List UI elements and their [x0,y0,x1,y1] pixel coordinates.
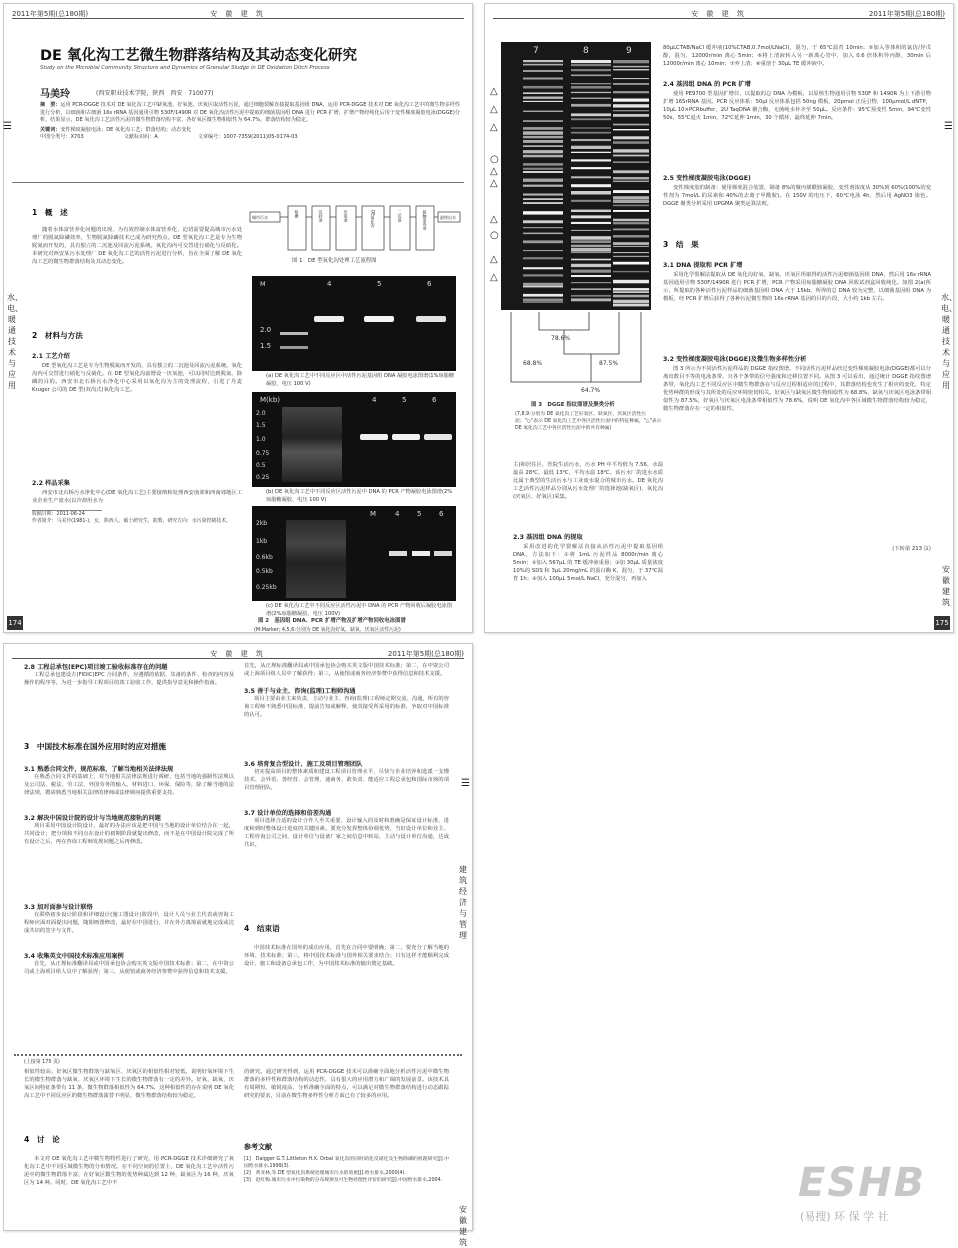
dgge-band [571,118,611,120]
dgge-band [613,141,649,144]
dgge-gel-image [501,42,651,310]
section-2-2-text: 西安市北石桥污水净化中心(DE 氧化沟工艺)主要接纳和处理西安南郊和西南郊地区工业企业生产废水(以冷却用水为 [32,490,242,505]
dgge-band [613,304,649,307]
gel-a-lane-4: 4 [327,280,332,288]
flow-box-label: 厌氧池 [343,210,349,222]
dgge-band [571,210,611,212]
dgge-band [613,149,649,152]
dgge-band [523,227,563,228]
dgge-band [613,295,649,298]
dgge-band [613,66,649,68]
similarity-label: 87.5% [599,360,619,367]
p3-discussion-cont: 的研究。通过研究得到，运用 PCR-DGGE 技术可以准确全面地分析活性污泥中微生物群落的多样性和群落结构的动态性，具有很大的应用潜力和广阔的发展前景。该技术具有周期短、敏锐度高、分析准确全面的特点，可以满足对微生物群落结构进行动态跟踪研究的要求，目前在微生物多样性分析方面已有了较多的应用。 [244,1069,449,1100]
similarity-label: 64.7% [581,387,601,394]
continued-note: (下转第 213 页) [892,546,931,552]
s37-text: 项目选择合适的设计合作人至关重要，设计输入的及时和准确是保证设计标准、进度和到时整体设计进度的关键因素。要充分发挥整体协调优势，当好设计单位和业主、工程咨询公司之间、设计单位与设备厂家之间信息中转站，主动与设计单位沟通，达成共识。 [244,818,449,849]
s34-title: 3.4 收集英文中国技术标准应用案例 [24,953,124,960]
gel-b-marker: 1.0 [256,436,266,443]
gel-c-lane-4: 4 [395,510,400,518]
gel-b-lane-6: 6 [432,396,437,404]
gel-b-band [424,434,452,440]
dgge-band [613,280,649,284]
gel-b-marker: 0.25 [256,474,270,481]
dgge-band [571,98,611,99]
similarity-label: 68.8% [523,360,543,367]
section-1-title: 1 概 述 [32,208,68,217]
section-2-4-text: 使用 PE9700 型基因扩增仪，以提取的总 DNA 为模板，以原核生物通用引物 530F 和 1490R 为上下游引物扩增 16SrRNA 基因。PCR 反应体系：50μl 反应体系包括 50ng 模板，20pmol 正反引物，100μmol/L dNTP，10μL 10×PCRbuffer，2U TaqDNA 聚合酶，无菌纯水补齐至 50μL。反应条件：95℃预变性 5min，94℃变性 50s，55℃退火 1min，72℃延伸 1min，30 个循环，最终延伸 7min。 [663,91,931,122]
s3-title: 3 中国技术标准在国外应用时的应对措施 [24,742,166,751]
gel-b-lane-m: M(kb) [260,396,280,404]
common-band-marker-icon: △ [490,254,498,265]
dgge-band [571,64,611,66]
dgge-band [613,246,649,247]
page-213 [3,643,473,1247]
section-2-4-title: 2.4 基因组 DNA 的 PCR 扩增 [663,81,751,88]
page-174 [3,3,473,633]
gel-c-marker: 2kb [256,520,268,527]
dgge-band [523,92,563,94]
dgge-band [523,179,563,182]
common-band-marker-icon: △ [490,86,498,97]
dgge-band [523,136,563,138]
gel-c-lane-5: 5 [417,510,422,518]
dgge-band [523,78,563,80]
side-column-label: 水、电、暖通技术与应用 [7,293,23,390]
doc-code: 文献标识码：A [123,134,158,141]
dna-extraction-cont: 80μLCTAB/NaCl 缓冲液(10%CTAB,0.7mol/LNaCl)，混匀，于 65℃温育 10min；⑤加入等体积的氯仿/异戊醇，混匀，12000r/min 离心 5min；⑥将上清液转入另一新离心管中，加入 0.6 倍体积异丙醇，30min 后 12000r/min 离心 10min；⑦弃上清；⑧重溶于 30μL TE 缓冲液中。 [663,45,931,68]
dgge-band [523,131,563,135]
journal-name: 安 徽 建 筑 [691,10,747,18]
dgge-band [613,205,649,207]
dgge-band [613,181,649,182]
characteristic-band-marker-icon: ○ [490,230,499,241]
flow-box-label: 格栅 [294,210,300,218]
dgge-band [523,274,563,276]
reference-item: [2] 黄亚林,等.DE 型氧化沟系统处理城市污水的效果[J].给水排水,2000(4). [244,1171,406,1176]
journal-name: 安 徽 建 筑 [210,650,266,658]
dgge-band [613,69,649,70]
section-2-3-title: 2.3 基因组 DNA 的提取 [513,534,583,541]
figure-3-note: (7,8,9:分别为 DE 氧化沟工艺好氧区、缺氧区、厌氧区活性污泥；"○"表示 DE 氧化沟工艺中各区活性污泥中的特征种属，"△"表示 DE 氧化沟工艺中各区活性污泥中的共有种属) [515,412,662,431]
figure-2-note: (M:Marker; 4,5,6:分别为 DE 氧化沟好氧、缺氧、厌氧区活性污泥) [254,627,401,633]
s34-cont: 首先，从正规标准翻译局或中国承包协会购买英文版中国技术标准；第二，在中资公司或上海项目组人员中了解获得；第三，从使馆或商务经济参赞中获得信息和技术支援。 [244,663,449,678]
watermark-logo: ESHB [798,1160,927,1206]
article-author: 马美玲 [40,89,70,100]
dgge-band [571,92,611,93]
dgge-band [571,230,611,231]
left-column-text [513,461,663,633]
section-3-title: 3 结 果 [663,240,699,249]
common-band-marker-icon: △ [490,104,498,115]
dgge-band [523,171,563,173]
dgge-band [613,235,649,237]
dgge-band [613,99,649,102]
s36-text: 切实提高项目的整体素质和建设工程项目管理水平，尽快与企业培养和选派一支懂技术、会外语、善经营、会管理、通商务、敢负责、能适应工程总承包和国际市场的项目管理团队。 [244,769,449,792]
dgge-band [613,256,649,257]
dgge-band [523,163,563,166]
keywords-text: 变性梯度凝胶电泳；DE 氧化沟工艺；群落结构；动态变化 [60,126,192,133]
figure-1-flowchart [250,204,460,256]
dgge-band [523,286,563,287]
dgge-band [571,104,611,107]
journal-name: 安 徽 建 筑 [210,10,266,18]
author-affiliation: (西安职业技术学院，陕西 西安 710077) [96,90,214,97]
dgge-band [523,194,563,196]
s33-title: 3.3 加对面参与设计联络 [24,904,93,911]
flowchart-diagram [250,204,460,256]
dgge-band [571,282,611,283]
gel-b-marker: 0.5 [256,462,266,469]
gel-a-marker-15: 1.5 [260,342,272,350]
common-band-marker-icon: △ [490,178,498,189]
dgge-band [613,129,649,130]
dgge-band [571,86,611,89]
dgge-band [571,295,611,297]
reference-item: [1] Daigger G.T.,Littleton H.X. Orbal 氧化沟的同时硝化反硝化及生物除磷的机理研究[J].中国给水排水,1999(3). [244,1157,449,1169]
s37-title: 3.7 设计单位的选择和倍差沟通 [244,810,332,817]
dgge-band [613,162,649,163]
p3-left-column [24,662,234,976]
margin-ornament: ☰ [461,778,470,789]
s28-title: 2.8 工程总承包(EPC)项目竣工验收标准存在的问题 [24,664,168,671]
dgge-band [523,202,563,204]
dgge-band [613,124,649,126]
section-2-1-text: DE 型氧化沟工艺是专为生物脱氮而开发的，具有独立的二沉池及回流污泥系统。氧化沟内可交替进行硝化与反硝化。在 DE 型氧化沟前增设一厌氧池，可以同时达到脱氮、除磷的目的。西安市北石桥污水净化中心采用以氧化沟为主的处理流程，引进了丹麦 Kruger 公司的 DE 型(双沟式)氧化沟工艺。 [32,363,242,394]
gel-image-c [252,506,456,601]
figure-1-caption: 图 1 DE 型氧化沟处理工艺流程图 [292,258,377,264]
dgge-band [571,159,611,161]
side-column-label: 建筑经济与管理 [459,865,467,940]
dgge-band [571,132,611,134]
dgge-band [613,242,649,245]
dgge-lane-8: 8 [583,46,589,56]
dgge-band [571,152,611,153]
received-date: 收稿日期：2011-06-24 [32,511,85,517]
dgge-band [571,270,611,273]
article-title: DE 氧化沟工艺微生物群落结构及其动态变化研究 [40,48,357,64]
section-3-2-title: 3.2 变性梯度凝胶电泳(DGGE)及微生物多样性分析 [663,356,807,363]
s32-text: 项目采用中国设计院设计，最好的办法应该是把中国与当地的设计单位结合在一起，共同设计；把分项和不同点在设计的初期阶段就提出修改，而不是在中国设计院完成了所有设计之后，再在咨询工程师发现问题之后再修改。 [24,823,234,846]
keywords-label: 关键词： [40,126,61,133]
dgge-band [571,176,611,178]
dgge-band [523,198,563,200]
s35-title: 3.5 善于与业主、咨询(监理)工程师沟通 [244,688,356,695]
dgge-band [523,185,563,187]
s4-text: 中国技术标准在国外的成功应用，首先在合同中要明确；第二，要充分了解当地的环境、技术标准；第三，将中国技术标准与国外相关要求结合；只有这样才能顺利完成设计、施工和设备总承包工作，为中国技术标准的输出奠定基础。 [244,945,449,968]
clc-number: 中图分类号：X703 [40,134,84,141]
dgge-band [523,111,563,112]
s28-text: 工程总承包建设方(FIDIC)EPC 合同条件，应遵循的依据、其备的条件、检查的内容及操作的程序等，为进一步指导工程项目的竣工验收工作，提供指导意见和操作指南。 [24,672,234,687]
dgge-band [571,236,611,240]
flow-box-label: 接触消毒池 [422,210,428,230]
site-watermark [790,1160,955,1228]
dgge-band [571,251,611,253]
gel-b-band [392,434,420,440]
section-3-1-text: 采用化学裂解法提取从 DE 氧化沟好氧、缺氧、厌氧区所取得的活性污泥细菌基因组 DNA，然后用 16s rRNA 基因通用引物 530F/1490R 进行 PCR 扩增，PCR 产物采用琼脂糖凝胶 DNA 回收试剂盒回收纯化。如图 2(a)所示，所提取的各种活性污泥样品的细菌基因组 DNA 大于 15kb，所得的总 DNA 较为完整，以细菌基因组 DNA 为模板，经 PCR 扩增后获得了各种污泥微生物的 16s rRNA 基因的目的片段，大小约 1kb 左右。 [663,272,931,303]
side-journal-label: 安徽建筑 [942,565,950,607]
dgge-band [613,78,649,79]
dgge-band [613,155,649,157]
common-band-marker-icon: △ [490,214,498,225]
characteristic-band-marker-icon: ○ [490,154,499,165]
dgge-band [523,70,563,71]
gel-a-lane-5: 5 [377,280,382,288]
dgge-band [571,60,611,63]
section-2-5-title: 2.5 变性梯度凝胶电泳(DGGE) [663,175,751,182]
dgge-band [523,294,563,297]
figure-2b-caption: (b) DE 氧化沟工艺中不同反应区活性污泥中 DNA 的 PCR 产物凝胶电泳图谱(2%琼脂糖凝胶，电压 100 V) [266,489,453,503]
dgge-band [571,275,611,277]
dgge-band [523,101,563,102]
dgge-band [523,299,563,302]
p3-results-cont: 相似性较高；好氧区微生物群落与缺氧区、厌氧区的相似性相对较低，说明好氧环境下生长的微生物群落与缺氧、厌氧区环境下生长的微生物群落有一定的差异。好氧、缺氧、厌氧区间特征条带有 11 条，微生物群落相似性为 64.7%，这种相似性的存在说明 DE 氧化沟工艺中不同反应区的微生物群落演替不明显，微生物群落结构较为稳定。 [24,1069,234,1100]
dgge-band [613,196,649,199]
dgge-band [613,291,649,293]
page-header [12,7,464,19]
dgge-band [613,114,649,117]
figure-2-caption: 图 2 基因组 DNA、PCR 扩增产物及扩增产物回收电泳图谱 [258,618,406,624]
dgge-band [523,146,563,147]
gel-a-marker-20: 2.0 [260,326,272,334]
dgge-band [613,288,649,290]
article-number: 文章编号：1007-7359(2011)05-0174-03 [197,134,298,141]
dgge-band [571,222,611,224]
dgge-band [571,215,611,218]
dgge-band [523,267,563,269]
dgge-band [571,69,611,71]
gel-b-marker: 0.75 [256,450,270,457]
abstract-block [40,102,460,142]
dgge-band [613,91,649,93]
page-header [493,7,945,19]
s31-title: 3.1 熟悉合同文件，规范标准，了解当地相关法律法规 [24,766,174,773]
s35-text: 项目主要由业主来负责，主动与业主、咨询(监理)工程师定期交流、沟通，所有的咨询工程师不熟悉中国标准，提前告知或解释，使其接受所采用的标准，争取对中国标准的认可。 [244,696,449,719]
p3-right-column [244,662,449,984]
dgge-band [523,86,563,89]
dgge-band [523,60,563,62]
dgge-band [571,264,611,267]
gel-a-band [314,316,344,322]
dgge-lane-7: 7 [533,46,539,56]
page-header [12,647,464,659]
s34-text: 首先，从正规标准翻译局或中国承包协会购买英文版中国技术标准；第二，在中资公司或上海项目组人员中了解获得；第三，从使馆或商务经济参赞中获得信息和技术支援。 [24,961,234,976]
dgge-band [571,245,611,247]
dgge-band [571,248,611,251]
dgge-band [523,211,563,214]
section-3-1-title: 3.1 DNA 提取和 PCR 扩增 [663,262,743,269]
dgge-band [613,200,649,203]
margin-ornament: ☰ [3,121,12,132]
dgge-band [613,271,649,272]
dgge-band [571,75,611,77]
s31-text: 在熟悉合同文件的基础上，对当地相关法律法规进行调研，包括当地的强制性法规以及公司法、税法、劳工法、外国劳务的输入、材料进口、环保、保险等，除了解当地的法律法规，聘请熟悉当地相关法律的律师或法律顾问提供重要支持。 [24,774,234,797]
dgge-band [571,139,611,141]
p3-bottom-right [244,1068,449,1184]
dgge-band [523,250,563,251]
dgge-band [613,136,649,139]
gel-c-lane-m: M [370,510,377,518]
dgge-band [613,262,649,265]
dgge-band [571,83,611,84]
section-1-text: 随着水体富营养化问题的出现，为有效控制水体富营养化，迫切需要提高城市污水处理厂的脱氮除磷效率，生物脱氮除磷技术已成为研究热点。DE 型氧化沟工艺是专为生物脱氮而开发的，具有独立的二沉池及回流污泥系统。氧化沟内可交替进行硝化与反硝化。本研究对西安某污水处理厂 DE 氧化沟工艺的活性污泥进行分析，旨在全面了解 DE 氧化沟工艺的微生物群落结构及其动态变化。 [32,227,242,266]
gel-c-band [412,551,430,556]
section-2-3-text: 采用改进的化学裂解法直接从活性污泥中提取基因组 DNA，方法如下：①将 1mL 污泥样品 8000r/min 离心 5min；②加入 567μL 的 TE 缓冲液重悬；③加 30μL 质量浓度 10%的 SDS 和 3μL 20mg/mL 的蛋白酶 K，混匀，于 37℃温育 1h；④加入 100μL 5mol/L NaCl，充分混匀，再加入 [513,544,663,583]
common-band-marker-icon: △ [490,122,498,133]
watermark-text: (易搜) 环 保 学 社 [800,1210,889,1223]
gel-c-marker: 0.5kb [256,568,273,575]
gel-image-a [252,276,456,371]
article-subtitle: Study on the Microbial Community Structure and Dynamics of Granular Sludge in DE Oxidation Ditch Process [40,65,330,71]
dgge-band [571,240,611,243]
figure-3-caption: 图 3 DGGE 指纹图谱及聚类分析 [531,402,615,408]
dgge-band [571,113,611,116]
gel-b-lane-5: 5 [402,396,407,404]
gel-c-lane-6: 6 [439,510,444,518]
section-3-2-text: 图 3 所示为不同活性污泥样品的 DGGE 指纹图谱。不同活性污泥样品经过变性梯度凝胶电泳(DGGE)都可以分离出数目不等的电泳条带，且各个条带的信号强度和迁移位置不同。从图 3 可以看出，通过统计 DGGE 指纹图谱条带，氧化沟工艺不同反应区中微生物群落在与反应过程相适应的过程中，其群落结构也发生了相应的变化，特定优势种群的形成与其所处的反应环境密切相关。好氧区与缺氧区微生物相似性为 68.8%，缺氧与厌氧区电泳条带相似性为 87.5%，好氧区与厌氧区电泳条带相似性为 78.6%，说明 DE 氧化沟中各区域微生物群落结构较为稳定，微生物群落存在一定的相似性。 [663,366,931,413]
dgge-band [613,300,649,303]
gel-b-lane-4: 4 [372,396,377,404]
page-number: 175 [934,616,950,630]
dgge-band [523,220,563,223]
gel-c-band [434,551,452,556]
dgge-band [613,229,649,231]
dgge-band [571,127,611,128]
gel-b-band [360,434,388,440]
dgge-band [571,146,611,149]
dgge-band [571,167,611,169]
references-title: 参考文献 [244,1143,272,1151]
dgge-band-pattern [501,42,651,310]
journal-issue: 2011年第5期(总180期) [868,10,945,18]
abstract-label: 摘 要： [40,102,61,108]
dgge-band [523,140,563,143]
common-band-marker-icon: △ [490,166,498,177]
dgge-band [613,222,649,224]
dgge-band [571,288,611,290]
gel-a-band [416,316,446,322]
dgge-band [523,120,563,122]
dgge-band [613,177,649,180]
dgge-band [613,60,649,63]
dgge-band [523,155,563,158]
dgge-band [523,283,563,286]
gel-a-band [364,316,394,322]
section-2-5-text: 变性梯度胶的制备：使用梯度混合装置，制备 8%的聚丙烯酰胺凝胶，变性剂浓度从 30%到 60%(100%的变性剂为 7mol/L 的尿素和 40%的去离子甲酰胺)。在 150V 的电压下，60℃电泳 4h，然后用 AgNO3 染色。DGGE 聚类分析采用 UPGMA 聚类运算法则。 [663,185,931,208]
side-journal-label: 安徽建筑 [459,1205,467,1247]
cluster-dendrogram [501,310,651,400]
reference-item: [3] 赵红梅.城市污水中污染物的分布规律及可生物处理性评价的研究[J].中国给水排水,2004. [244,1178,443,1183]
p3-section-4-text: 本文对 DE 氧化沟工艺中微生物特性进行了研究，用 PCR-DGGE 技术详细研究了氧化沟工艺中不同区域微生物的分布情况。在不同空间的位置上，DE 氧化沟工艺中活性污泥中的微生物群落丰富，在好氧区微生物的优势种属达到 12 种，缺氧区为 16 种，厌氧区为 14 种。同时，DE 氧化沟工艺中不 [24,1156,234,1187]
dgge-band [523,257,563,259]
dgge-band [613,170,649,173]
s33-text: 在联络初步设计阶段和详细设计(施工图设计)阶段中，设计人员与业主代表或咨询工程师应面对面提出问题，随即画图修改，最好在中国进行，并在外方离境前就地完成或达成共识的签字与文件。 [24,912,234,935]
dgge-band [613,219,649,222]
dgge-band [613,83,649,85]
gel-b-marker: 1.5 [256,422,266,429]
flow-box-label: 最终出水 [440,215,456,220]
gel-a-lane-m: M [260,280,266,288]
flow-box-label: DE氧化沟 [370,210,376,228]
gel-image-b [252,392,456,487]
figure-2c-caption: (c) DE 氧化沟工艺中不同反应区活性污泥中 DNA 的 PCR 产物回收后凝胶电泳图谱(2%琼脂糖凝胶，电压 100V) [266,603,452,617]
right-column [663,44,931,553]
dgge-band [613,210,649,212]
flow-box-label: 二沉池 [397,210,403,222]
page-175 [484,3,957,633]
gel-c-marker: 1kb [256,538,268,545]
p3-bottom-left [24,1068,234,1211]
dgge-band [523,240,563,243]
p3-section-4-title: 4 讨 论 [24,1135,60,1144]
dgge-lane-9: 9 [626,46,632,56]
dgge-band [523,97,563,99]
dgge-band [523,64,563,66]
dgge-band [571,191,611,195]
common-band-marker-icon: △ [490,272,498,283]
dgge-band [523,150,563,153]
gel-c-band [389,551,407,556]
sampling-text: 主)和居住区，医院生活污水，污水 PH 年平均值为 7.56，水温最高 28℃，最低 13℃，平均水温 18℃。该污水厂的进水水质比属于典型的生活污水与工业废水混合的城市污水。DE 氧化沟工艺活性污泥样品分别从污水处理厂的选择池(缺氧区)、氧化沟(厌氧区、好氧区)采集。 [513,462,663,501]
dgge-band [613,110,649,111]
gel-c-marker: 0.25kb [256,584,277,591]
dgge-band [613,190,649,193]
left-column [32,207,242,525]
dgge-band [571,259,611,261]
dgge-band [523,302,563,303]
dgge-band [571,298,611,301]
section-2-2-title: 2.2 样品采集 [32,480,70,487]
dgge-band [571,184,611,187]
dgge-band [613,252,649,253]
abstract-text: 运用 PCR-DGGE 技术对 DE 氧化沟工艺中缺氧池、好氧池、厌氧区取活性污泥，通过细胞裂解直接提取基因组 DNA，运用 PCR-DGGE 技术对 DE 氧化沟工艺中的微生物多样性进行分析，以细菌和古细菌 16s rRNA 基因通用引物 530F/1490R 对 DE 氧化沟活性污泥中提取的细菌基因组 DNA 进行 PCR 扩增，扩增产物经纯化后用于变性梯度凝胶电泳(DGGE)分析。结果显示，DE 氧化沟工艺活性污泥的微生物群落结构丰富，各好氧区微生物相似性为 64.7%，群落结构较为稳定。 [40,102,460,124]
dgge-band [523,168,563,170]
journal-issue: 2011年第5期(总180期) [12,10,89,18]
dgge-band [523,127,563,130]
dgge-band [523,233,563,235]
s32-title: 3.2 解决中国设计院的设计与当地规范接轨的问题 [24,815,161,822]
flow-box-label: 沉砂池 [318,210,324,222]
dgge-band [571,200,611,202]
s36-title: 3.6 培育复合型设计、施工及项目管理团队 [244,761,363,768]
side-column-label: 水、电、暖通技术与应用 [941,293,957,390]
flow-box-label: 城市污水 [252,215,268,220]
author-bio: 作者简介：马美玲(1981-)，女，陕西人，硕士研究生，助教，研究方向：水污染控制技术。 [32,518,231,524]
journal-issue: 2011年第5期(总180期) [387,650,464,658]
gel-b-marker: 2.0 [256,410,266,417]
section-2-1-title: 2.1 工艺介绍 [32,353,70,360]
s4-title: 4 结束语 [244,924,280,933]
page-number: 174 [7,616,23,630]
section-2-title: 2 材料与方法 [32,331,83,340]
figure-2a-caption: (a) DE 氧化沟工艺中不同反应区中活性污泥基因组 DNA 凝胶电泳图谱(1%琼脂糖凝胶，电压 100 V) [266,373,455,387]
gel-c-marker: 0.6kb [256,554,273,561]
continued-from: (上接第 175 页) [24,1059,60,1065]
similarity-label: 78.6% [551,335,571,342]
margin-ornament: ☰ [944,121,953,132]
dgge-band [613,104,649,107]
gel-a-lane-6: 6 [427,280,432,288]
